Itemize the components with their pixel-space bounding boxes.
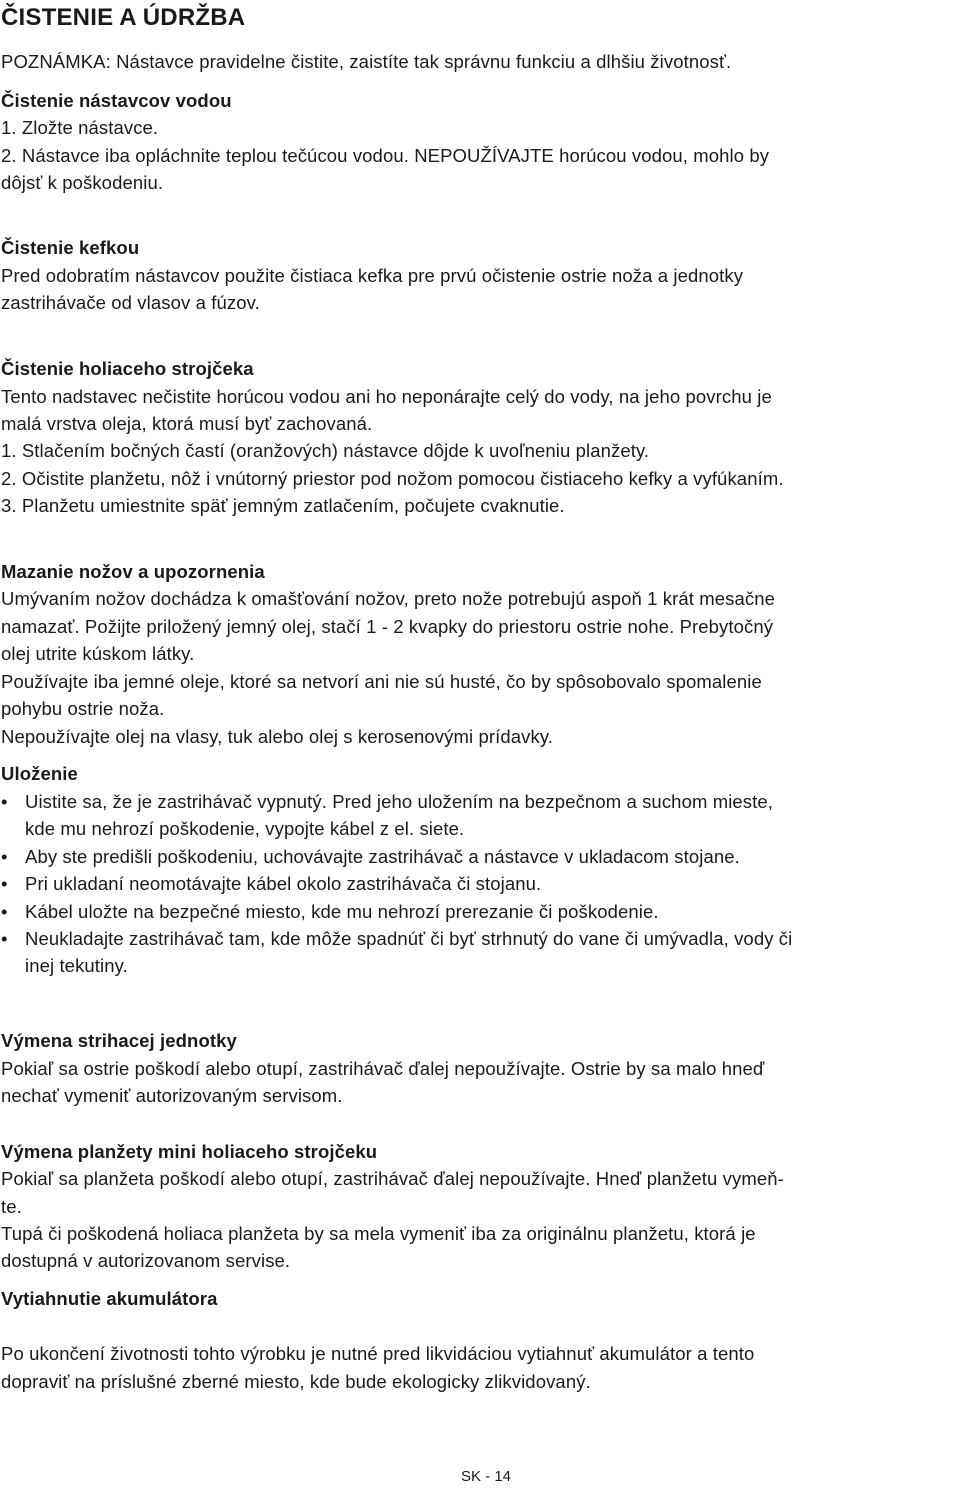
lubrication-line: Nepoužívajte olej na vlasy, tuk alebo olej s kerosenovými prídavky. [1, 726, 554, 747]
bullet-icon: • [1, 901, 8, 922]
replace-foil-line: dostupná v autorizovanom servise. [1, 1250, 291, 1271]
water-cleaning-line: 1. Zložte nástavce. [1, 117, 159, 138]
bullet-icon: • [1, 846, 8, 867]
replace-foil-heading: Výmena planžety mini holiaceho strojčeku [1, 1141, 378, 1162]
bullet-line: Kábel uložte na bezpečné miesto, kde mu nehrozí prerezanie či poškodenie. [25, 901, 659, 922]
shaver-cleaning-line: Tento nadstavec nečistite horúcou vodou ani ho neponárajte celý do vody, na jeho povrchu je [1, 386, 772, 407]
shaver-cleaning-line: 3. Planžetu umiestnite späť jemným zatlačením, počujete cvaknutie. [1, 495, 565, 516]
replace-foil-line: te. [1, 1196, 22, 1217]
lubrication-line: Používajte iba jemné oleje, ktoré sa netvorí ani nie sú husté, čo by spôsobovalo spomalenie [1, 671, 762, 692]
brush-cleaning-line: Pred odobratím nástavcov použite čistiaca kefka pre prvú očistenie ostrie noža a jednotky [1, 265, 744, 286]
bullet-line: inej tekutiny. [25, 955, 128, 976]
water-cleaning-heading: Čistenie nástavcov vodou [1, 90, 232, 111]
page-title: ČISTENIE A ÚDRŽBA [1, 4, 246, 31]
replace-foil-line: Tupá či poškodená holiaca planžeta by sa mela vymeniť iba za originálnu planžetu, ktorá je [1, 1223, 756, 1244]
shaver-cleaning-heading: Čistenie holiaceho strojčeka [1, 358, 254, 379]
bullet-icon: • [1, 791, 8, 812]
shaver-cleaning-line: 1. Stlačením bočných častí (oranžových) nástavce dôjde k uvoľneniu planžety. [1, 440, 650, 461]
battery-line: Po ukončení životnosti tohto výrobku je nutné pred likvidáciou vytiahnuť akumulátor a tento [1, 1343, 755, 1364]
lubrication-heading: Mazanie nožov a upozornenia [1, 561, 265, 582]
replace-foil-line: Pokiaľ sa planžeta poškodí alebo otupí, zastrihávač ďalej nepoužívajte. Hneď planžetu vymeň- [1, 1168, 784, 1189]
shaver-cleaning-line: malá vrstva oleja, ktorá musí byť zachovaná. [1, 413, 373, 434]
water-cleaning-line: 2. Nástavce iba opláchnite teplou tečúcou vodou. NEPOUŽÍVAJTE horúcou vodou, mohlo by [1, 145, 770, 166]
bullet-line: Aby ste predišli poškodeniu, uchovávajte zastrihávač a nástavce v ukladacom stojane. [25, 846, 740, 867]
lubrication-line: pohybu ostrie noža. [1, 698, 165, 719]
lubrication-line: olej utrite kúskom látky. [1, 643, 195, 664]
bullet-icon: • [1, 873, 8, 894]
storage-heading: Uloženie [1, 763, 78, 784]
page-number: SK - 14 [460, 1468, 512, 1485]
brush-cleaning-line: zastrihávače od vlasov a fúzov. [1, 292, 260, 313]
shaver-cleaning-line: 2. Očistite planžetu, nôž i vnútorný priestor pod nožom pomocou čistiaceho kefky a vyfúkaním. [1, 468, 784, 489]
battery-heading: Vytiahnutie akumulátora [1, 1288, 218, 1309]
lubrication-line: Umývaním nožov dochádza k omašťování nožov, preto nože potrebujú aspoň 1 krát mesačne [1, 588, 776, 609]
brush-cleaning-heading: Čistenie kefkou [1, 237, 140, 258]
bullet-icon: • [1, 928, 8, 949]
replace-unit-line: Pokiaľ sa ostrie poškodí alebo otupí, zastrihávač ďalej nepoužívajte. Ostrie by sa malo hneď [1, 1058, 765, 1079]
bullet-line: Uistite sa, že je zastrihávač vypnutý. Pred jeho uložením na bezpečnom a suchom mieste, [25, 791, 774, 812]
bullet-line: kde mu nehrozí poškodenie, vypojte kábel z el. siete. [25, 818, 465, 839]
bullet-line: Neukladajte zastrihávač tam, kde môže spadnúť či byť strhnutý do vane či umývadla, vody či [25, 928, 793, 949]
water-cleaning-line: dôjsť k poškodeniu. [1, 172, 164, 193]
replace-unit-heading: Výmena strihacej jednotky [1, 1030, 237, 1051]
lubrication-line: namazať. Požijte priložený jemný olej, stačí 1 - 2 kvapky do priestoru ostrie nohe. Prebytočný [1, 616, 774, 637]
note-text: POZNÁMKA: Nástavce pravidelne čistite, zaistíte tak správnu funkciu a dlhšiu životnosť. [1, 51, 732, 72]
battery-line: dopraviť na príslušné zberné miesto, kde bude ekologicky zlikvidovaný. [1, 1371, 591, 1392]
replace-unit-line: nechať vymeniť autorizovaným servisom. [1, 1085, 343, 1106]
bullet-line: Pri ukladaní neomotávajte kábel okolo zastrihávača či stojanu. [25, 873, 542, 894]
